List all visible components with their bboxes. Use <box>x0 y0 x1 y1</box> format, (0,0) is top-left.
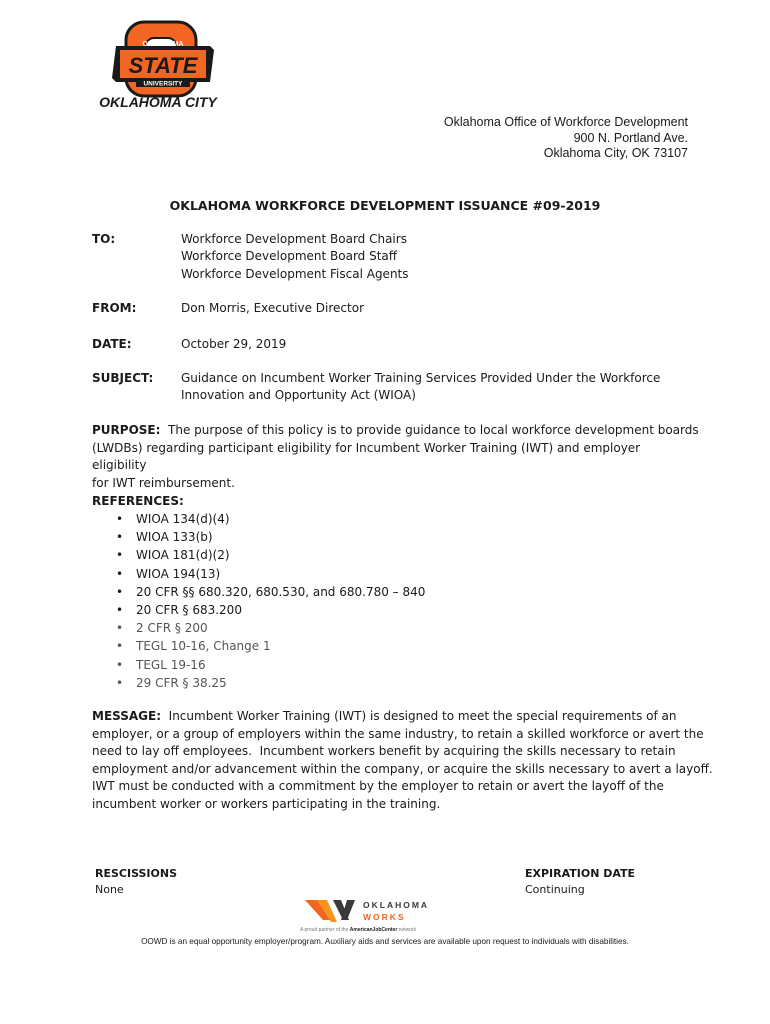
logo-campus-text: OKLAHOMA CITY <box>99 94 217 110</box>
message-line-5: IWT must be conducted with a commitment by the employer to retain or avert the layoff of the <box>92 779 664 793</box>
to-recipient-3: Workforce Development Fiscal Agents <box>181 267 409 281</box>
equal-opportunity-notice: OOWD is an equal opportunity employer/program. Auxiliary aids and services are available upon request to individuals with disabilities. <box>141 937 629 946</box>
reference-item: • TEGL 10-16, Change 1 <box>92 638 425 656</box>
from-value: Don Morris, Executive Director <box>181 301 365 315</box>
message-line-2: employer, or a group of employers within the same industry, to retain a skilled workforce or avert the <box>92 726 704 741</box>
partner-brand: AmericanJobCenter <box>349 927 398 933</box>
subject-line-1: Guidance on Incumbent Worker Training Services Provided Under the Workforce <box>181 371 661 385</box>
reference-item: • TEGL 19-16 <box>92 657 425 675</box>
reference-item: • WIOA 194(13) <box>92 566 425 584</box>
osu-okc-logo <box>80 20 242 115</box>
references-list <box>92 511 425 693</box>
message-label: MESSAGE: <box>92 709 162 723</box>
reference-item: • WIOA 133(b) <box>92 529 425 547</box>
reference-item: • 2 CFR § 200 <box>92 620 425 638</box>
address-line-2: 900 N. Portland Ave. <box>573 130 688 145</box>
purpose-line-1: The purpose of this policy is to provide guidance to local workforce development boards <box>160 423 699 437</box>
expiration-value: Continuing <box>525 883 585 896</box>
expiration-block <box>525 866 635 898</box>
purpose-label: PURPOSE: <box>92 423 161 437</box>
reference-item: • 20 CFR §§ 680.320, 680.530, and 680.780 – 840 <box>92 584 425 602</box>
message-line-3: need to lay off employees. Incumbent workers benefit by acquiring the skills necessary to retain <box>92 744 676 758</box>
purpose-line-3: for IWT reimbursement. <box>92 475 235 490</box>
references-label: REFERENCES: <box>92 494 184 508</box>
logo-top-text: OKLAHOMA <box>142 41 184 48</box>
works-logo-line-1: OKLAHOMA <box>363 900 430 910</box>
partner-prefix: A proud partner of the <box>300 927 350 933</box>
reference-item: • WIOA 181(d)(2) <box>92 547 425 565</box>
subject-label: SUBJECT: <box>92 371 154 385</box>
message-line-6: incumbent worker or workers participating in the training. <box>92 796 441 811</box>
subject-line-2: Innovation and Opportunity Act (WIOA) <box>181 388 416 402</box>
to-label: TO: <box>92 232 116 246</box>
date-value: October 29, 2019 <box>181 337 287 351</box>
works-logo-line-2: WORKS <box>363 912 406 922</box>
message-line-4: employment and/or advancement within the company, or acquire the skills necessary to avert a layoff. <box>92 761 713 776</box>
message-line-1: Incumbent Worker Training (IWT) is designed to meet the special requirements of an <box>161 709 677 723</box>
issuance-title: OKLAHOMA WORKFORCE DEVELOPMENT ISSUANCE #09-2019 <box>169 198 601 213</box>
purpose-paragraph <box>92 422 699 492</box>
oklahoma-works-logo <box>303 896 453 926</box>
logo-main-text: STATE <box>128 53 198 78</box>
reference-item: • WIOA 134(d)(4) <box>92 511 425 529</box>
partner-suffix: network <box>397 927 417 933</box>
rescissions-label: RESCISSIONS <box>95 867 177 880</box>
rescissions-value: None <box>95 883 124 896</box>
partner-tagline <box>300 927 416 933</box>
logo-bottom-text: UNIVERSITY <box>143 80 183 88</box>
purpose-line-2: (LWDBs) regarding participant eligibility for Incumbent Worker Training (IWT) and employer eligibility <box>92 440 641 472</box>
rescissions-block <box>95 866 177 898</box>
expiration-label: EXPIRATION DATE <box>525 867 636 880</box>
to-recipient-1: Workforce Development Board Chairs <box>181 232 407 246</box>
to-recipient-2: Workforce Development Board Staff <box>181 249 398 263</box>
address-line-3: Oklahoma City, OK 73107 <box>543 146 688 160</box>
address-line-1: Oklahoma Office of Workforce Development <box>443 115 688 129</box>
from-label: FROM: <box>92 301 137 315</box>
date-label: DATE: <box>92 337 132 351</box>
reference-item: • 20 CFR § 683.200 <box>92 602 425 620</box>
reference-item: • 29 CFR § 38.25 <box>92 675 425 693</box>
message-paragraph <box>92 708 713 813</box>
sender-address <box>444 115 688 162</box>
